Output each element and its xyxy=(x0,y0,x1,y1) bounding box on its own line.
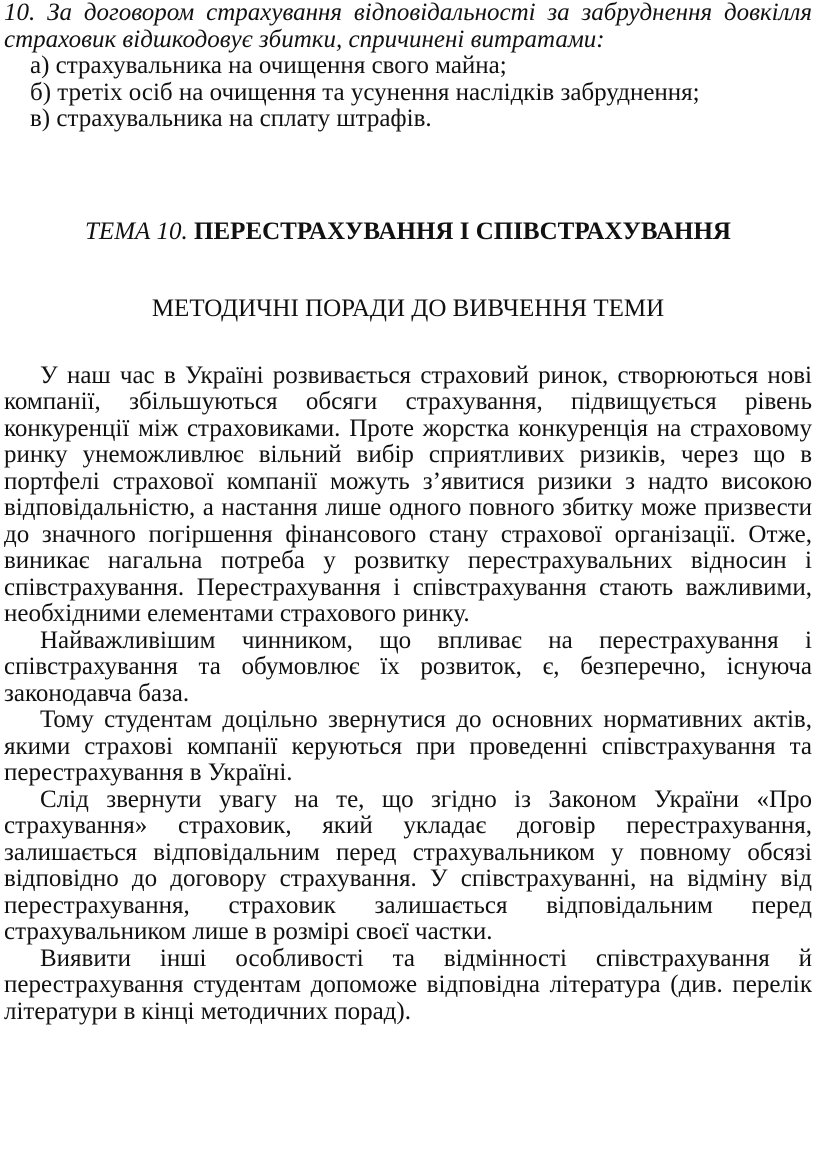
answer-option-b: б) третіх осіб на очищення та усунення наслідків забруднення; xyxy=(30,78,700,106)
topic-title: ПЕРЕСТРАХУВАННЯ І СПІВСТРАХУВАННЯ xyxy=(194,217,731,245)
paragraph: Виявити інші особливості та відмінності співстрахування й перестрахування студентам допоможе відповідна література (див. перелік літератури в кінці методичних порад). xyxy=(4,944,812,1025)
paragraph: Слід звернути увагу на те, що згідно із Законом України «Про страхування» страховик, який укладає договір перестрахування, залишається відповідальним перед страхувальником у повному обсязі відповідно до договору страхування. У співстрахуванні, на відміну від перестрахування, страховик залишається відповідальним перед страхувальником лише в розмірі своєї частки. xyxy=(4,785,812,945)
answer-option-a: а) страхувальника на очищення свого майна; xyxy=(30,52,507,79)
question-text: За договором страхування відповідальності за забруднення довкілля страховик відшкодовує збитки, спричинені витратами: xyxy=(4,0,813,53)
question-number: 10. xyxy=(4,0,36,26)
paragraph: Найважливішим чинником, що впливає на перестрахування і співстрахування та обумовлює їх розвиток, є, безперечно, існуюча законодавча база. xyxy=(4,626,812,707)
topic-heading xyxy=(4,219,812,246)
answer-options xyxy=(4,53,812,133)
topic-label: ТЕМА 10. xyxy=(85,217,188,245)
section-subtitle: МЕТОДИЧНІ ПОРАДИ ДО ВИВЧЕННЯ ТЕМИ xyxy=(151,295,665,322)
paragraph: У наш час в Україні розвивається страховий ринок, створюються нові компанії, збільшуються обсяги страхування, підвищується рівень конкуренції між страховиками. Проте жорстка конкуренція на страховому ринку унеможливлює вільний вибір сприятливих ризиків, через що в портфелі страхової компанії можуть з’явитися ризики з надто високою відповідальністю, а настання лише одного повного збитку може призвести до значного погіршення фінансового стану страхової організації. Отже, виникає нагальна потреба у розвитку перестрахувальних відносин і співстрахування. Перестрахування і співстрахування стають важливими, необхідними елементами страхового ринку. xyxy=(4,361,812,627)
body-text xyxy=(4,363,812,1026)
test-question xyxy=(4,0,812,53)
answer-option-c: в) страхувальника на сплату штрафів. xyxy=(30,105,432,132)
paragraph: Тому студентам доцільно звернутися до основних нормативних актів, якими страхові компанії керуються при проведенні співстрахування та перестрахування в Україні. xyxy=(4,706,812,786)
